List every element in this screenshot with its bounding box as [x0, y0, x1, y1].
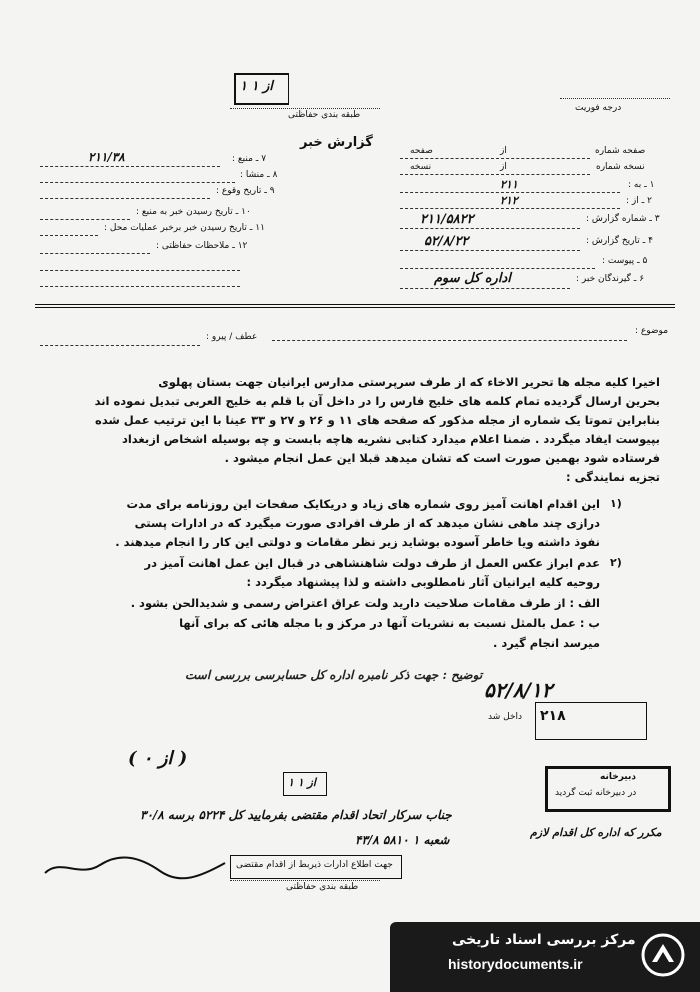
item-1-line-2: درازی چند ماهی نشان میدهد که از طرف افرادی صورت میگیرد که در ادارات پستی [134, 516, 600, 530]
body-line-5: فرستاده شود بهمین صورت است که تشان میدهد قبلا این عمل انجام میشود . [224, 451, 660, 465]
secretariat-stamp-line-1: دبیرخانه [600, 772, 636, 782]
field-value-from: ۲۱۲ [500, 194, 518, 207]
field-label-report-number: ۳ ـ شماره گزارش : [586, 214, 660, 224]
classification-label: طبقه بندی حفاظتی [288, 110, 361, 120]
item-1-number: ۱) [610, 497, 622, 510]
field-value-report-date: ۵۲/۸/۲۲ [424, 234, 469, 249]
bottom-classification-label: طبقه بندی حفاظتی [286, 882, 359, 892]
sub-item-b: ب : عمل بالمثل نسبت به نشریات آنها در مرکز و با مجله هائی که برای آنها [179, 616, 600, 630]
footer-site: historydocuments.ir [448, 956, 583, 972]
secretariat-stamp-line-2: در دبیرخانه ثبت گردید [555, 788, 637, 798]
subject-label: موضوع : [635, 326, 669, 336]
handwritten-code: ( از ۰ ) [128, 748, 188, 769]
ref-label: عطف / پیرو : [206, 332, 258, 342]
handwritten-note-1: توضیح : جهت ذکر نامبره اداره کل حسابرسی بررسی است [185, 668, 483, 682]
sub-item-a: الف : از طرف مقامات صلاحیت دارید ولت عراق اعتراض رسمی و شدیدالحن بشود . [130, 596, 600, 610]
bottom-stamp-text: جهت اطلاع ادارات ذیربط از اقدام مقتضی [236, 860, 393, 870]
body-line-4: بپیوست ایفاد میگردد . ضمنا اعلام میدارد کتابی نشریه هاچه بابست و چه بوسیله اشخاص ازبغداد [121, 432, 660, 446]
field-label-attachment: ۵ ـ پیوست : [602, 256, 648, 266]
handwritten-note-3: شعبه ۱ ۵۸۱۰ ۴۳/۸ [355, 833, 450, 847]
grade-box-bottom-text: ۱ از ۱ [288, 776, 316, 789]
field-copy-end: نسخه [410, 162, 432, 172]
grade-box-text: ۱ از ۱ [240, 79, 273, 94]
item-2-number: ۲) [610, 556, 622, 569]
field-label-date-to-unit: ۱۱ ـ تاریخ رسیدن خبر برخبر عملیات محل : [104, 223, 265, 233]
field-value-to: ۲۱۱ [500, 178, 518, 191]
signature-mark [40, 853, 230, 883]
field-page-mid: از [500, 146, 507, 156]
item-1-line-1: این اقدام اهانت آمیز روی شماره های زیاد و دریکایک صفحات این روزنامه برای مدت [126, 497, 600, 511]
field-value-recipients: اداره کل سوم [434, 271, 511, 286]
body-line-1: اخیرا کلیه مجله ها تحریر الاخاء که از طرف سرپرستی مدارس ایرانیان جهت بستان پهلوی [158, 375, 660, 389]
field-label-security-notes: ۱۲ ـ ملاحظات حفاظتی : [156, 241, 248, 251]
field-label-source: ۷ ـ منبع : [232, 154, 267, 164]
field-value-source: ۲۱۱/۳۸ [88, 150, 125, 164]
body-line-2: بحرین ارسال گردیده تمام کلمه های خلیج فارس را در داخل آن با قلم به خلیج العربی تبدیل نموده اند [94, 394, 660, 408]
item-2-line-2: روحیه کلیه ایرانیان آثار نامطلوبی داشته و لذا پیشنهاد میگردد : [246, 575, 600, 589]
field-label-date-to-source: ۱۰ ـ تاریخ رسیدن خبر به منبع : [136, 207, 251, 217]
field-label-origin: ۸ ـ منشا : [240, 170, 278, 180]
body-line-6: تجزیه نمایندگی : [566, 470, 660, 484]
handwritten-side-note: مکرر که اداره کل اقدام لازم [530, 826, 662, 839]
field-label-from: ۲ ـ از : [626, 196, 652, 206]
field-page-end: صفحه [410, 146, 433, 156]
report-title: گزارش خبر [300, 135, 373, 150]
field-label-to: ۱ ـ به : [628, 180, 655, 190]
priority-label: درجه فوریت [575, 103, 622, 113]
field-label-event-date: ۹ ـ تاریخ وقوع : [216, 186, 275, 196]
received-number: ۲۱۸ [540, 708, 566, 724]
footer-logo-icon [640, 932, 686, 978]
field-label-recipients: ۶ ـ گیرندگان خبر : [576, 274, 645, 284]
footer-org-name: مرکز بررسی اسناد تاریخی [452, 932, 636, 948]
item-1-line-3: نفوذ داشته ویا خاطر آسوده بوشاید زیر نظر مقامات و دولتی این کار را انجام میدهند . [115, 535, 600, 549]
body-line-3: بنابراین تموتا یک شماره از مجله مذکور که صفحه های ۱۱ و ۲۶ و ۲۷ و ۳۳ عینا با این ترتیب عمل شده [95, 413, 660, 427]
field-copy-mid: از [500, 162, 507, 172]
handwritten-note-2: جناب سرکار اتحاد اقدام مقتضی بفرمایید کل ۵۲۲۴ برسه ۳۰/۸ [140, 808, 452, 822]
received-label: داخل شد [488, 712, 523, 722]
item-2-line-1: عدم ابراز عکس العمل از طرف دولت شاهنشاهی در قبال این عمل اهانت آمیز در [144, 556, 600, 570]
field-value-report-number: ۲۱۱/۵۸۲۲ [420, 212, 474, 227]
field-copy-number: نسخه شماره [596, 162, 645, 172]
sub-item-b-cont: میرسد انجام گیرد . [492, 636, 600, 650]
handwritten-date: ۵۲/۸/۱۲ [484, 678, 553, 702]
field-label-report-date: ۴ ـ تاریخ گزارش : [586, 236, 653, 246]
field-page-number: صفحه شماره [595, 146, 646, 156]
